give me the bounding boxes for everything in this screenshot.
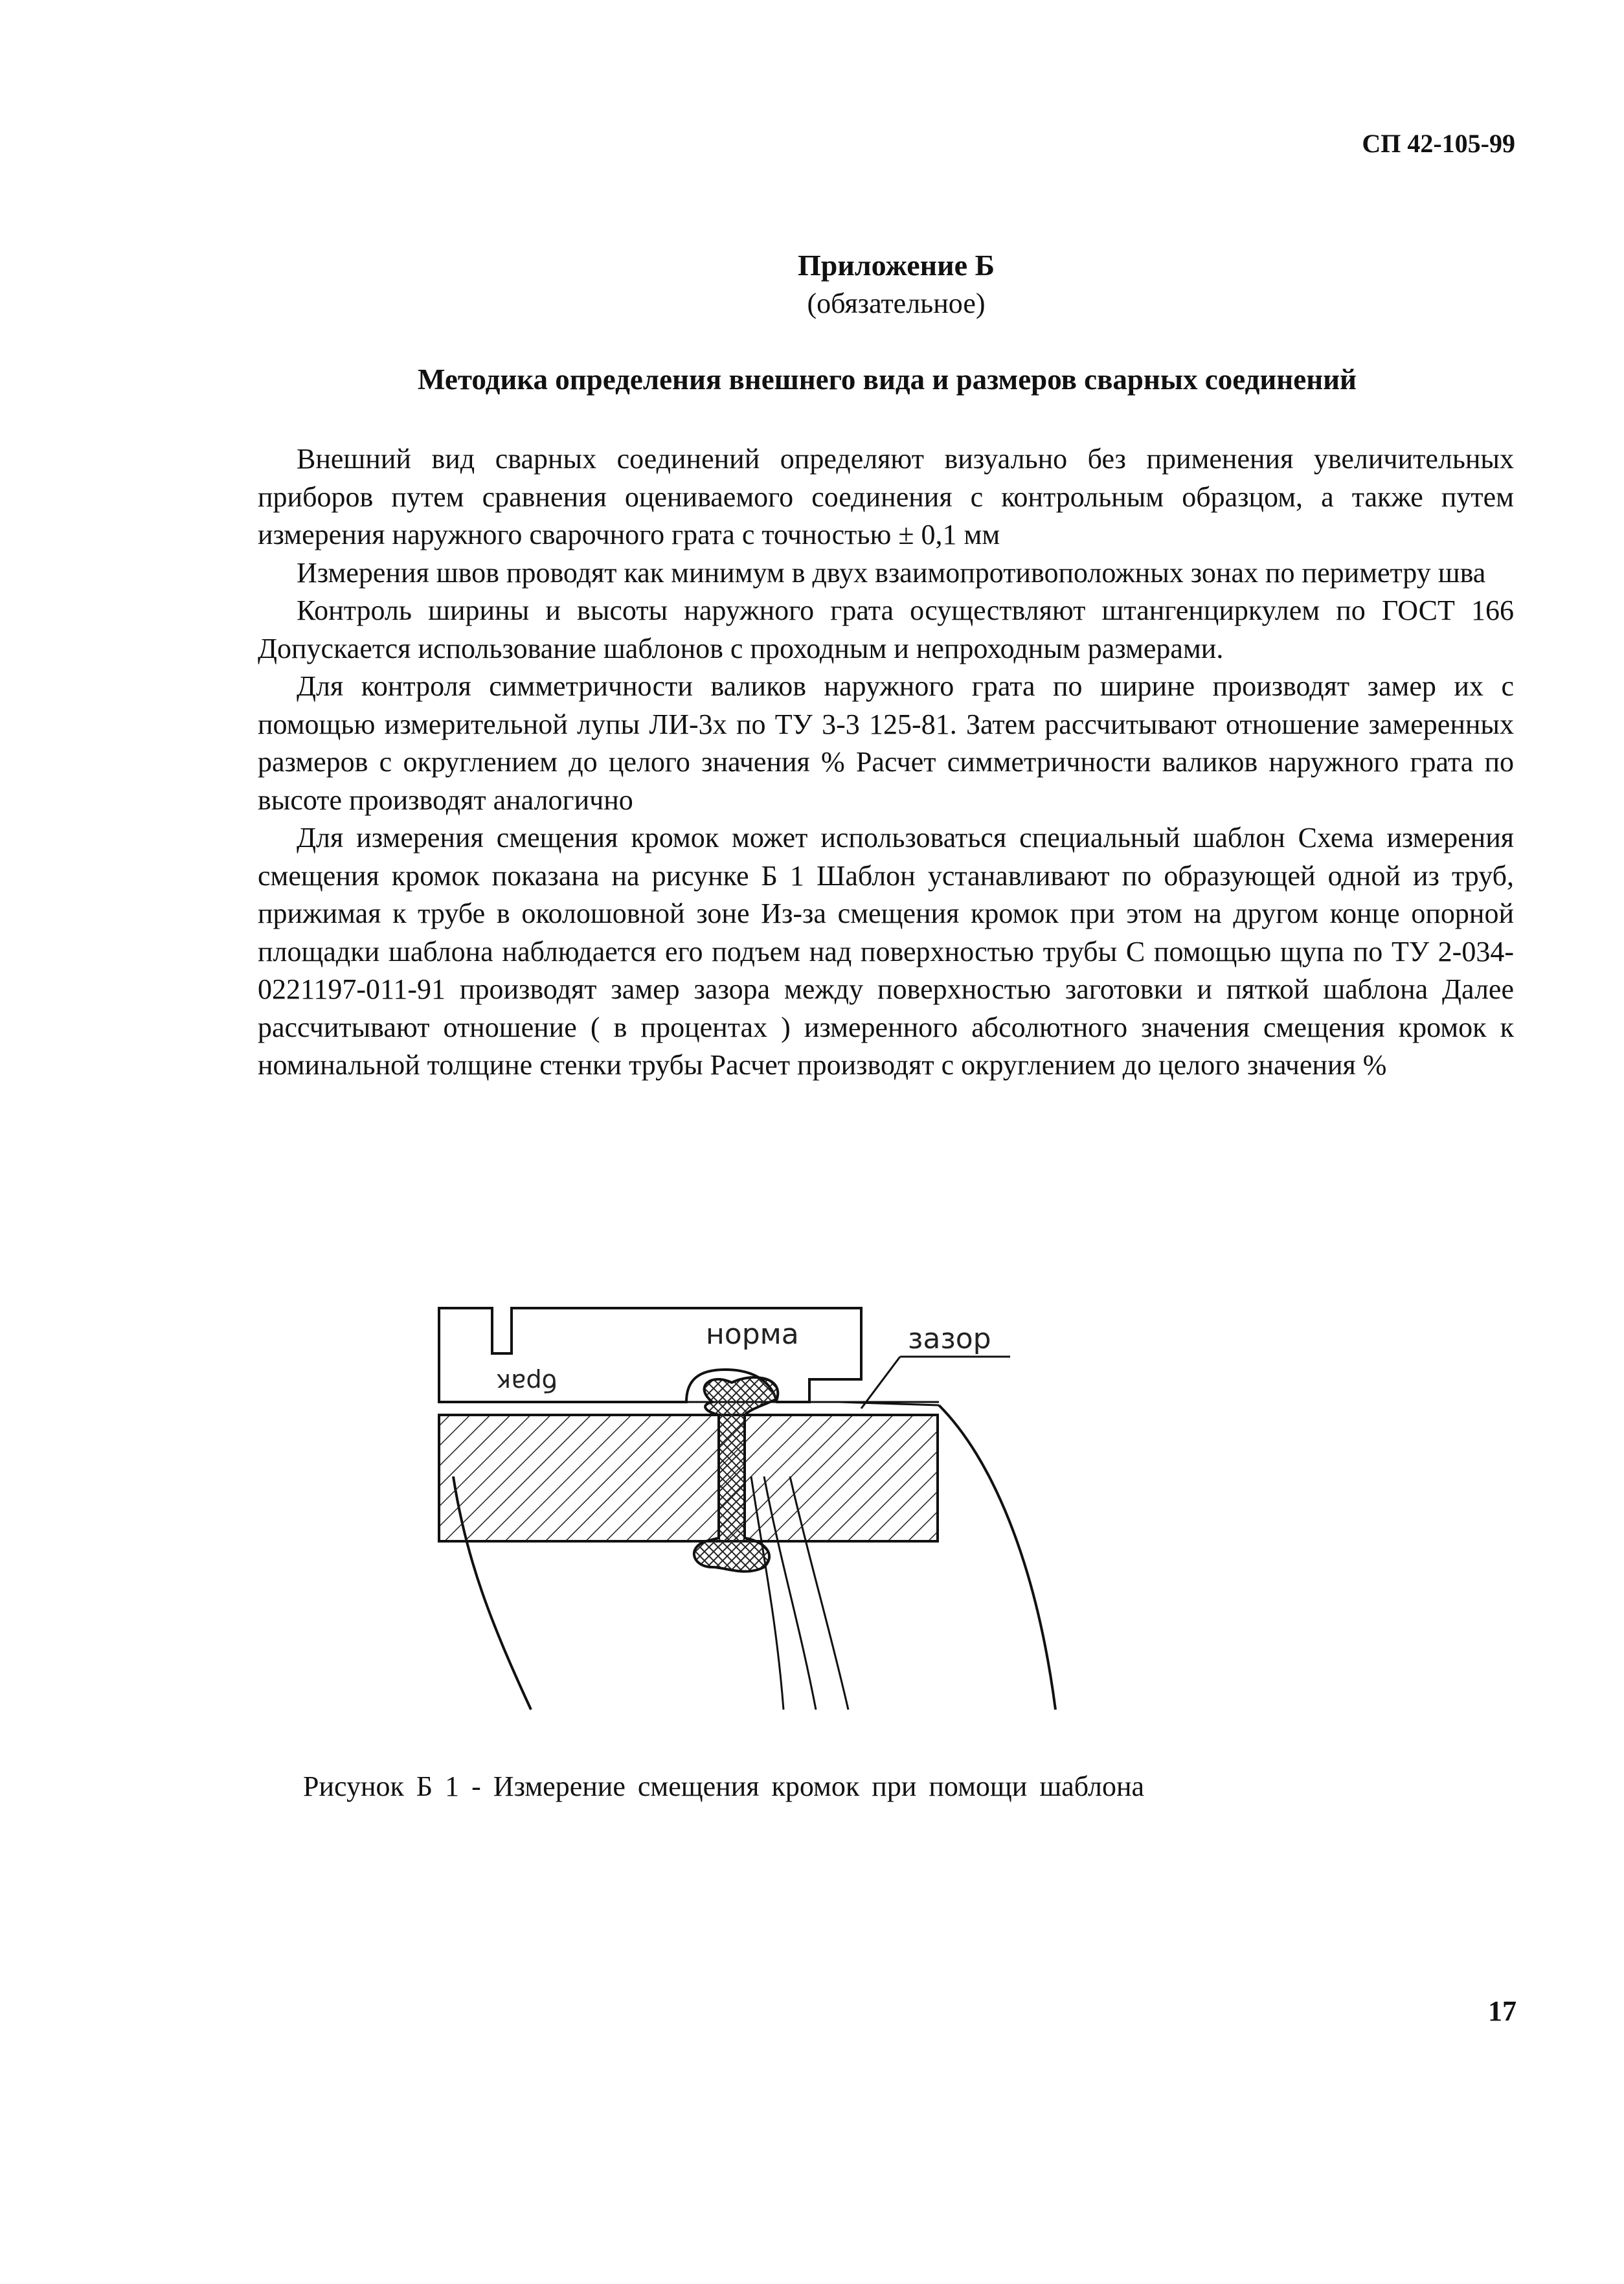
method-title: Методика определения внешнего вида и размеров сварных соединений (418, 363, 1357, 396)
paragraph-seam-measurement: Измерения швов проводят как минимум в двух взаимопротивоположных зонах по периметру шва (297, 556, 1486, 589)
figure-caption: Рисунок Б 1 - Измерение смещения кромок при помощи шаблона (303, 1770, 1145, 1802)
figure-edge-offset-template (414, 1289, 1062, 1742)
paragraph-width-height-control: Контроль ширины и высоты наружного грата осуществляют штангенциркулем по ГОСТ 166 Допускается использование шаблонов с проходным и непроходным размерами. (258, 594, 1514, 664)
right-pipe-curve (939, 1405, 1055, 1710)
paragraph-symmetry-control: Для контроля симметричности валиков наружного грата по ширине производят замер их с помощью измерительной лупы ЛИ-3х по ТУ 3-3 125-81. Затем рассчитывают отношение замеренных размеров с округлением до целого значения % Расчет симметричности валиков наружного грата по высоте производят аналогично (258, 670, 1514, 816)
document-code: СП 42-105-99 (1362, 129, 1515, 158)
appendix-subtitle: (обязательное) (807, 288, 986, 319)
body-text (258, 440, 1514, 1085)
paragraph-edge-offset: Для измерения смещения кромок может использоваться специальный шаблон Схема измерения смещения кромок показана на рисунке Б 1 Шаблон устанавливают по образующей одной из труб, прижимая к трубе в околошовной зоне Из-за смещения кромок при этом на другом конце опорной площадки шаблона наблюдается его подъем над поверхностью трубы С помощью щупа по ТУ 2-034-0221197-011-91 производят замер зазора между поверхностью заготовки и пяткой шаблона Далее рассчитывают отношение ( в процентах ) измеренного абсолютного значения смещения кромок к номинальной толщине стенки трубы Расчет производят с округлением до целого значения % (258, 822, 1514, 1081)
appendix-title: Приложение Б (797, 249, 995, 282)
pipe-wall-section (439, 1415, 938, 1541)
label-gap: зазор (908, 1322, 991, 1355)
label-brak: брак (496, 1368, 557, 1397)
page-number: 17 (1488, 1995, 1517, 2027)
paragraph-visual-inspection: Внешний вид сварных соединений определяют визуально без применения увеличительных приборов путем сравнения оцениваемого соединения с контрольным образцом, а также путем измерения наружного сварочного грата с точностью ± 0,1 мм (258, 443, 1514, 550)
edge-offset-diagram (414, 1289, 1062, 1742)
label-norm: норма (706, 1318, 799, 1351)
